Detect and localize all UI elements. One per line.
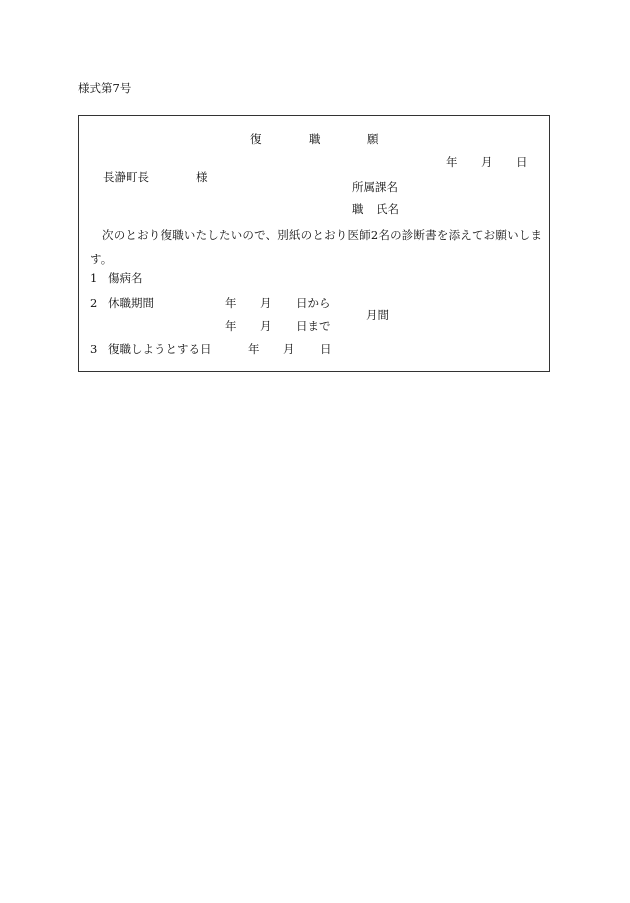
form-number: 様式第7号 — [78, 81, 132, 95]
date-month-label: 月 — [481, 155, 493, 169]
item3-number: 3 — [90, 342, 98, 356]
body-text: 次のとおり復職いたしたいので、別紙のとおり医師2名の診断書を添えてお願いします。 — [90, 228, 543, 266]
item2-duration: 月間 — [366, 308, 389, 322]
item3-month: 月 — [283, 342, 295, 356]
department-label: 所属課名 — [352, 180, 398, 194]
item3-year: 年 — [248, 342, 260, 356]
item2-label: 休職期間 — [108, 296, 154, 310]
job-label: 職 — [352, 202, 364, 216]
date-year-label: 年 — [446, 155, 458, 169]
item2-from-year: 年 — [225, 296, 237, 310]
item2-to-year: 年 — [225, 319, 237, 333]
item2-from-day: 日から — [296, 296, 331, 310]
title-char-1: 復 — [250, 132, 262, 146]
date-day-label: 日 — [516, 155, 528, 169]
item2-from-month: 月 — [260, 296, 272, 310]
item1-label: 傷病名 — [108, 271, 143, 285]
title-char-2: 職 — [309, 132, 321, 146]
item3-day: 日 — [320, 342, 332, 356]
addressee-name: 長瀞町長 — [103, 170, 149, 184]
item1-number: 1 — [90, 271, 98, 285]
name-label: 氏名 — [376, 202, 399, 216]
title-char-3: 願 — [367, 132, 379, 146]
item2-number: 2 — [90, 296, 98, 310]
addressee-honorific: 様 — [196, 170, 208, 184]
item2-to-day: 日まで — [296, 319, 331, 333]
item2-to-month: 月 — [260, 319, 272, 333]
item3-label: 復職しようとする日 — [108, 342, 212, 356]
